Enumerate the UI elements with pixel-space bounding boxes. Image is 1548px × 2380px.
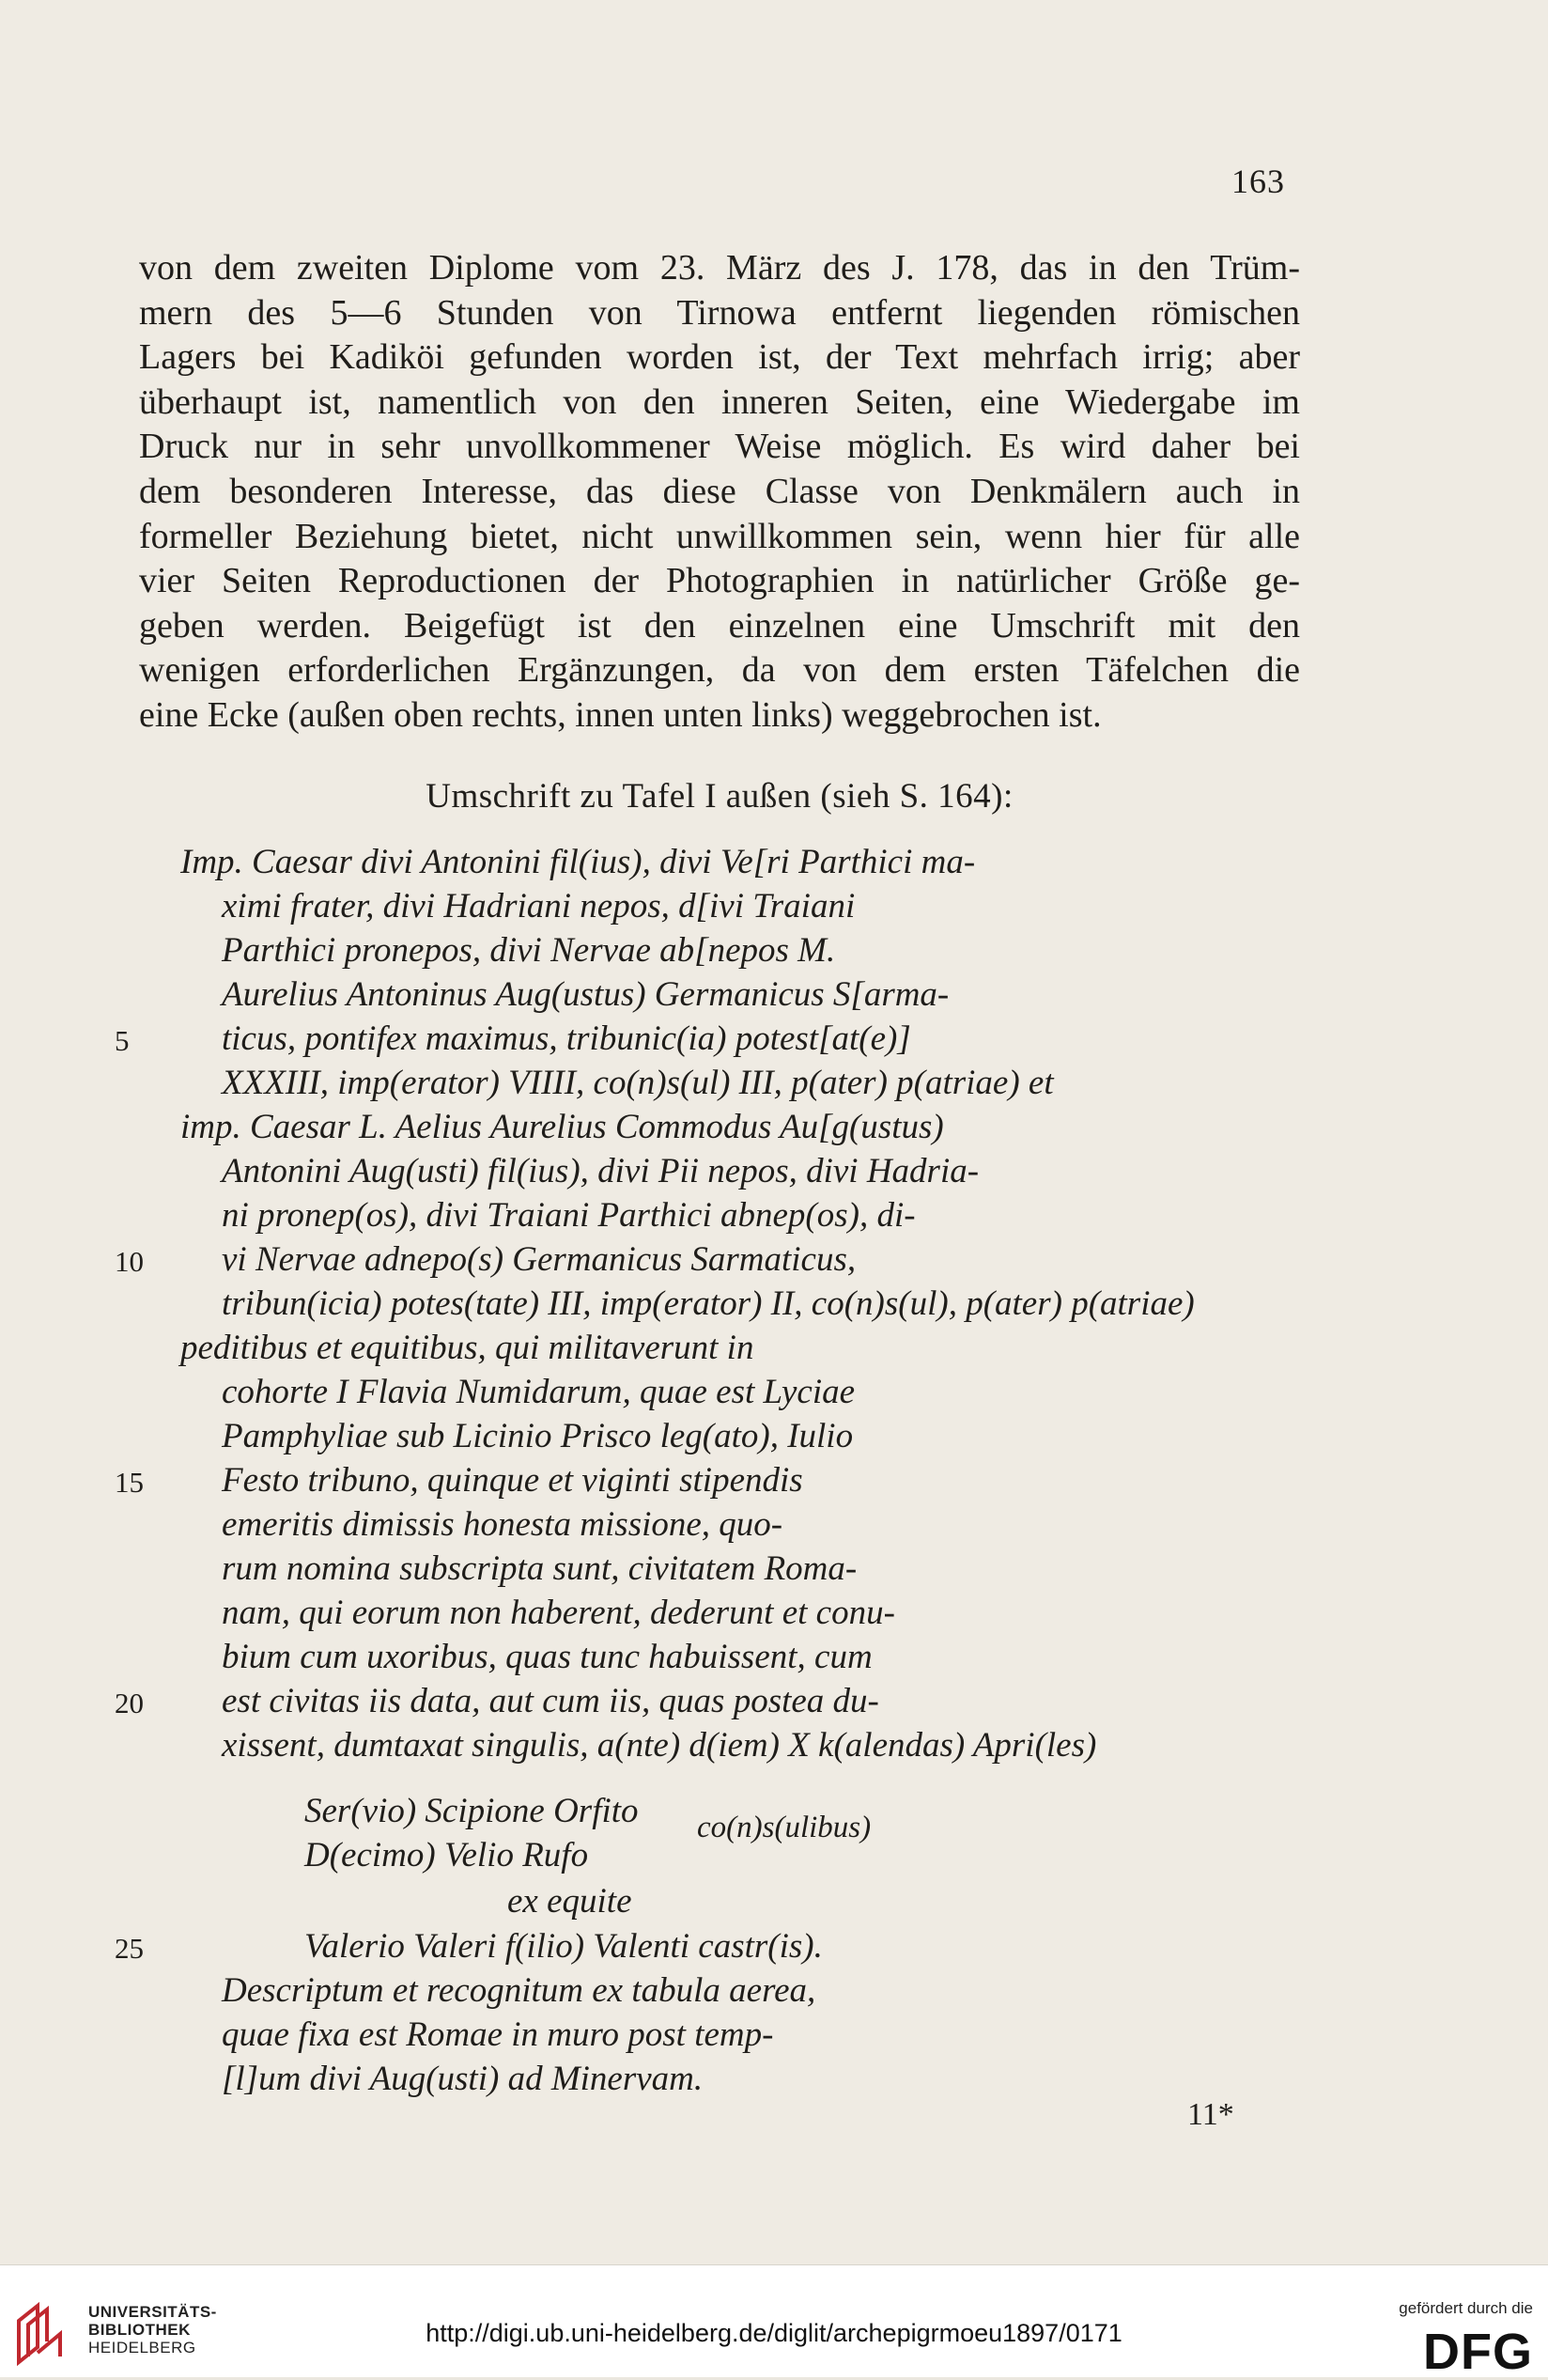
- transcription-line: Imp. Caesar divi Antonini fil(ius), divi Ve[ri Parthici ma-: [180, 843, 976, 881]
- paragraph-line: dem besonderen Interesse, das diese Classe von Denkmälern auch in: [139, 471, 1300, 511]
- line-number: 15: [115, 1466, 144, 1499]
- line-number: 25: [115, 1932, 144, 1965]
- transcription-line: cohorte I Flavia Numidarum, quae est Lyciae: [222, 1373, 856, 1411]
- transcription-line: xissent, dumtaxat singulis, a(nte) d(iem) X k(alendas) Apri(les): [222, 1726, 1097, 1765]
- consuls-abbreviation: co(n)s(ulibus): [697, 1811, 872, 1844]
- transcription-line: Descriptum et recognitum ex tabula aerea,: [222, 1971, 816, 2010]
- paragraph-line: Druck nur in sehr unvollkommener Weise möglich. Es wird daher bei: [139, 427, 1300, 467]
- consul-name-line: Ser(vio) Scipione Orfito: [304, 1792, 639, 1830]
- line-number: 10: [115, 1245, 144, 1278]
- consul-name-line: D(ecimo) Velio Rufo: [304, 1836, 589, 1874]
- section-heading: Umschrift zu Tafel I außen (sieh S. 164):: [426, 777, 1014, 816]
- transcription-line: imp. Caesar L. Aelius Aurelius Commodus Au[g(ustus): [180, 1108, 944, 1146]
- library-name: [88, 2303, 217, 2357]
- signature-mark: 11*: [1187, 2097, 1234, 2132]
- paragraph-line: geben werden. Beigefügt ist den einzelnen eine Umschrift mit den: [139, 605, 1300, 646]
- paragraph-line: überhaupt ist, namentlich von den inneren Seiten, eine Wiedergabe im: [139, 381, 1300, 422]
- transcription-line: [l]um divi Aug(usti) ad Minervam.: [222, 2060, 704, 2098]
- transcription-line: ex equite: [507, 1882, 632, 1921]
- transcription-line: quae fixa est Romae in muro post temp-: [222, 2015, 774, 2054]
- transcription-line: Aurelius Antoninus Aug(ustus) Germanicus S[arma-: [222, 975, 950, 1014]
- paragraph-line: Lagers bei Kadiköi gefunden worden ist, der Text mehrfach irrig; aber: [139, 337, 1300, 378]
- transcription-line: Valerio Valeri f(ilio) Valenti castr(is).: [304, 1927, 823, 1966]
- transcription-line: Antonini Aug(usti) fil(ius), divi Pii nepos, divi Hadria-: [222, 1152, 980, 1190]
- library-logo-icon[interactable]: [13, 2300, 81, 2366]
- library-name-line: BIBLIOTHEK: [88, 2321, 191, 2339]
- transcription-line: ticus, pontifex maximus, tribunic(ia) potest[at(e)]: [222, 1019, 911, 1058]
- transcription-line: Pamphyliae sub Licinio Prisco leg(ato), Iulio: [222, 1417, 854, 1455]
- dfg-logo[interactable]: DFG: [1423, 2324, 1533, 2380]
- sponsor-caption: gefördert durch die: [1399, 2299, 1533, 2317]
- paragraph-line: vier Seiten Reproductionen der Photographien in natürlicher Größe ge-: [139, 561, 1300, 601]
- transcription-line: vi Nervae adnepo(s) Germanicus Sarmaticus,: [222, 1240, 857, 1279]
- paragraph-line: mern des 5—6 Stunden von Tirnowa entfernt liegenden römischen: [139, 292, 1300, 333]
- paragraph-line: eine Ecke (außen oben rechts, innen unten links) weggebrochen ist.: [139, 694, 1102, 735]
- page-number: 163: [1231, 163, 1285, 200]
- line-number: 20: [115, 1687, 144, 1719]
- paragraph-line: formeller Beziehung bietet, nicht unwillkommen sein, wenn hier für alle: [139, 516, 1300, 556]
- line-number: 5: [115, 1024, 130, 1057]
- transcription-line: nam, qui eorum non haberent, dederunt et conu-: [222, 1594, 895, 1632]
- transcription-line: XXXIII, imp(erator) VIIII, co(n)s(ul) III, p(ater) p(atriae) et: [222, 1064, 1054, 1102]
- transcription-line: emeritis dimissis honesta missione, quo-: [222, 1505, 783, 1544]
- transcription-line: Festo tribuno, quinque et viginti stipendis: [222, 1461, 803, 1500]
- transcription-line: tribun(icia) potes(tate) III, imp(erator) II, co(n)s(ul), p(ater) p(atriae): [222, 1284, 1195, 1323]
- transcription-line: ni pronep(os), divi Traiani Parthici abnep(os), di-: [222, 1196, 916, 1235]
- transcription-line: ximi frater, divi Hadriani nepos, d[ivi Traiani: [222, 887, 856, 926]
- library-name-line: HEIDELBERG: [88, 2339, 196, 2357]
- library-name-line: UNIVERSITÄTS-: [88, 2303, 217, 2321]
- paragraph-line: von dem zweiten Diplome vom 23. März des J. 178, das in den Trüm-: [139, 248, 1300, 288]
- transcription-line: rum nomina subscripta sunt, civitatem Roma-: [222, 1549, 858, 1588]
- transcription-line: bium cum uxoribus, quas tunc habuissent, cum: [222, 1638, 873, 1676]
- source-url-link[interactable]: http://digi.ub.uni-heidelberg.de/diglit/archepigrmoeu1897/0171: [426, 2319, 1122, 2347]
- transcription-line: peditibus et equitibus, qui militaverunt in: [180, 1329, 754, 1367]
- transcription-line: est civitas iis data, aut cum iis, quas postea du-: [222, 1682, 879, 1720]
- transcription-line: Parthici pronepos, divi Nervae ab[nepos M.: [222, 931, 836, 970]
- paragraph-line: wenigen erforderlichen Ergänzungen, da von dem ersten Täfelchen die: [139, 650, 1300, 691]
